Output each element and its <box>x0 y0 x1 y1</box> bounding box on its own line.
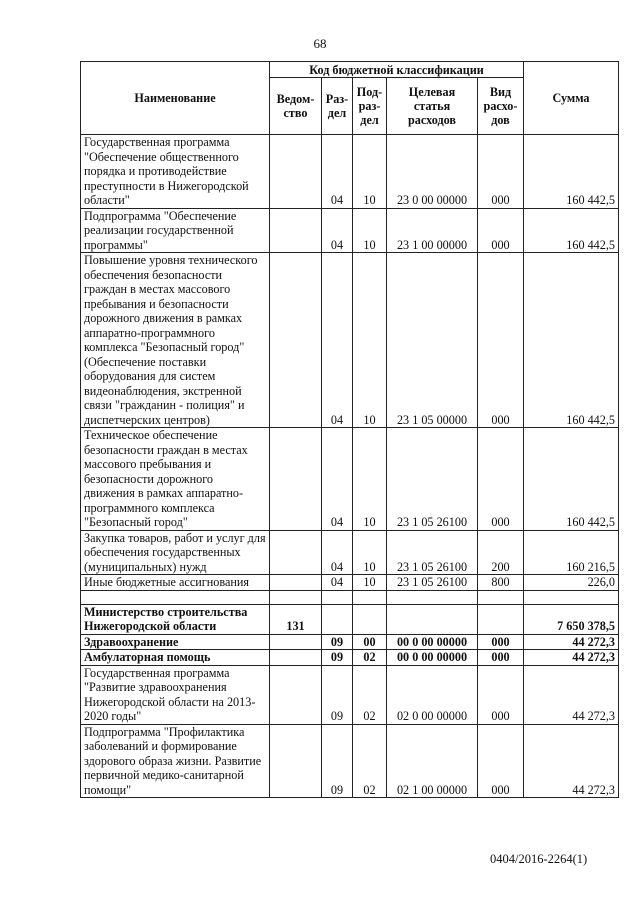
cell-target-article: 23 1 05 26100 <box>387 530 478 575</box>
cell-target-article: 23 1 05 26100 <box>387 575 478 591</box>
table-row <box>81 634 619 650</box>
cell-name: Подпрограмма "Обеспечение реализации государственной программы" <box>81 208 270 253</box>
table-row <box>81 135 619 209</box>
cell-target-article <box>387 604 478 634</box>
cell-razdel: 09 <box>322 665 353 724</box>
cell-razdel: 09 <box>322 650 353 666</box>
cell-expense-type: 000 <box>478 665 524 724</box>
cell-vedomstvo <box>270 665 322 724</box>
table-row <box>81 208 619 253</box>
cell-target-article: 00 0 00 00000 <box>387 634 478 650</box>
cell-sum: 160 442,5 <box>524 253 619 428</box>
cell-target-article: 02 1 00 00000 <box>387 724 478 798</box>
cell-podrazdel: 02 <box>353 724 387 798</box>
cell-vedomstvo: 131 <box>270 604 322 634</box>
cell-expense-type <box>478 590 524 604</box>
cell-expense-type: 000 <box>478 724 524 798</box>
cell-expense-type: 800 <box>478 575 524 591</box>
cell-sum: 44 272,3 <box>524 634 619 650</box>
cell-razdel: 09 <box>322 634 353 650</box>
cell-name: Закупка товаров, работ и услуг для обеспечения государственных (муниципальных) нужд <box>81 530 270 575</box>
cell-expense-type: 000 <box>478 208 524 253</box>
cell-sum: 226,0 <box>524 575 619 591</box>
header-sum: Сумма <box>524 62 619 135</box>
cell-sum: 7 650 378,5 <box>524 604 619 634</box>
header-expense-type: Вид расхо- дов <box>478 78 524 135</box>
header-razdel: Раз- дел <box>322 78 353 135</box>
cell-sum: 44 272,3 <box>524 724 619 798</box>
cell-expense-type <box>478 604 524 634</box>
cell-razdel: 04 <box>322 253 353 428</box>
table-row <box>81 590 619 604</box>
budget-classification-table <box>80 61 619 798</box>
cell-target-article: 23 1 00 00000 <box>387 208 478 253</box>
cell-target-article: 23 0 00 00000 <box>387 135 478 209</box>
cell-expense-type: 000 <box>478 253 524 428</box>
cell-podrazdel: 00 <box>353 634 387 650</box>
header-name: Наименование <box>81 62 270 135</box>
header-podrazdel: Под- раз- дел <box>353 78 387 135</box>
cell-name: Подпрограмма "Профилактика заболеваний и формирование здорового образа жизни. Развитие первичной медико-санитарной помощи" <box>81 724 270 798</box>
cell-name <box>81 590 270 604</box>
cell-name: Здравоохранение <box>81 634 270 650</box>
cell-podrazdel: 10 <box>353 575 387 591</box>
cell-expense-type: 000 <box>478 135 524 209</box>
header-classification-code: Код бюджетной классификации <box>270 62 524 78</box>
cell-target-article: 02 0 00 00000 <box>387 665 478 724</box>
table-row <box>81 724 619 798</box>
table-row <box>81 650 619 666</box>
cell-vedomstvo <box>270 650 322 666</box>
cell-podrazdel <box>353 604 387 634</box>
table-row <box>81 665 619 724</box>
cell-razdel: 04 <box>322 208 353 253</box>
cell-name: Повышение уровня технического обеспечения безопасности граждан в местах массового пребывания и безопасности дорожного движения в рамках аппаратно-программного комплекса "Безопасный город" (Обеспечение поставки оборудования для систем видеонаблюдения, экстренной связи "гражданин - полиция" и диспетчерских центров) <box>81 253 270 428</box>
cell-vedomstvo <box>270 253 322 428</box>
page-number: 68 <box>313 36 327 51</box>
table-row <box>81 604 619 634</box>
cell-name: Амбулаторная помощь <box>81 650 270 666</box>
cell-sum: 160 442,5 <box>524 428 619 531</box>
cell-podrazdel: 02 <box>353 650 387 666</box>
cell-razdel <box>322 604 353 634</box>
cell-sum <box>524 590 619 604</box>
cell-vedomstvo <box>270 530 322 575</box>
document-code: 0404/2016-2264(1) <box>490 852 588 866</box>
table-row <box>81 530 619 575</box>
cell-target-article <box>387 590 478 604</box>
cell-target-article: 23 1 05 26100 <box>387 428 478 531</box>
cell-name: Техническое обеспечение безопасности граждан в местах массового пребывания и безопасности дорожного движения в рамках аппаратно-программного комплекса "Безопасный город" <box>81 428 270 531</box>
table-row <box>81 428 619 531</box>
cell-vedomstvo <box>270 590 322 604</box>
cell-podrazdel: 10 <box>353 530 387 575</box>
cell-podrazdel: 10 <box>353 208 387 253</box>
cell-name: Министерство строительства Нижегородской области <box>81 604 270 634</box>
cell-razdel: 04 <box>322 575 353 591</box>
cell-expense-type: 000 <box>478 428 524 531</box>
table-body <box>81 135 619 798</box>
cell-expense-type: 000 <box>478 634 524 650</box>
cell-sum: 160 442,5 <box>524 135 619 209</box>
cell-expense-type: 000 <box>478 650 524 666</box>
cell-name: Государственная программа "Обеспечение общественного порядка и противодействие преступности в Нижегородской области" <box>81 135 270 209</box>
cell-sum: 160 216,5 <box>524 530 619 575</box>
cell-podrazdel: 10 <box>353 135 387 209</box>
cell-podrazdel: 10 <box>353 428 387 531</box>
cell-vedomstvo <box>270 428 322 531</box>
cell-razdel: 04 <box>322 135 353 209</box>
cell-sum: 160 442,5 <box>524 208 619 253</box>
cell-podrazdel <box>353 590 387 604</box>
cell-razdel: 04 <box>322 530 353 575</box>
cell-expense-type: 200 <box>478 530 524 575</box>
cell-razdel: 09 <box>322 724 353 798</box>
cell-sum: 44 272,3 <box>524 650 619 666</box>
cell-sum: 44 272,3 <box>524 665 619 724</box>
cell-podrazdel: 10 <box>353 253 387 428</box>
cell-vedomstvo <box>270 135 322 209</box>
cell-razdel <box>322 590 353 604</box>
cell-vedomstvo <box>270 634 322 650</box>
cell-vedomstvo <box>270 724 322 798</box>
table-row <box>81 575 619 591</box>
header-vedomstvo: Ведом- ство <box>270 78 322 135</box>
cell-name: Иные бюджетные ассигнования <box>81 575 270 591</box>
table-row <box>81 253 619 428</box>
header-target-article: Целевая статья расходов <box>387 78 478 135</box>
cell-vedomstvo <box>270 575 322 591</box>
cell-podrazdel: 02 <box>353 665 387 724</box>
cell-name: Государственная программа "Развитие здравоохранения Нижегородской области на 2013-2020 годы" <box>81 665 270 724</box>
cell-vedomstvo <box>270 208 322 253</box>
cell-razdel: 04 <box>322 428 353 531</box>
cell-target-article: 00 0 00 00000 <box>387 650 478 666</box>
cell-target-article: 23 1 05 00000 <box>387 253 478 428</box>
